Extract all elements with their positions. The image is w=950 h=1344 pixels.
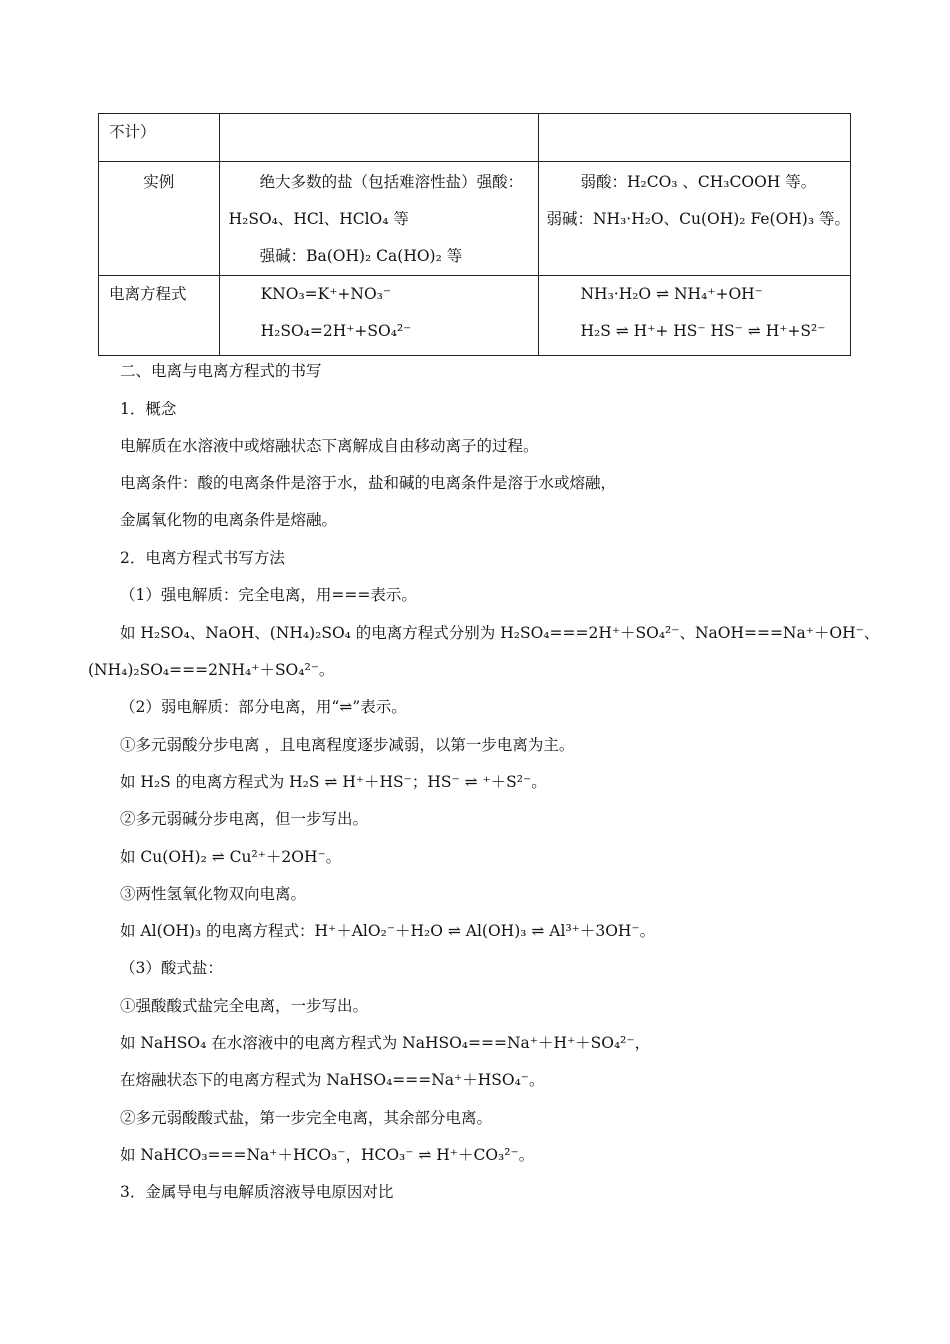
example-line: 如 H₂SO₄、NaOH、(NH₄)₂SO₄ 的电离方程式分别为 H₂SO₄===2H⁺＋SO₄²⁻、NaOH===Na⁺＋OH⁻、: [120, 624, 880, 642]
strong-electrolyte-equation: KNO₃=K⁺+NO₃⁻: [260, 285, 392, 303]
strong-electrolyte-example: H₂SO₄、HCl、HClO₄ 等: [228, 210, 409, 228]
electrolyte-comparison-table: [98, 113, 851, 356]
acid-salt-heading: （3）酸式盐：: [120, 959, 223, 977]
example-line: 如 H₂S 的电离方程式为 H₂S ⇌ H⁺＋HS⁻；HS⁻ ⇌ ⁺＋S²⁻。: [120, 773, 547, 791]
example-line: 在熔融状态下的电离方程式为 NaHSO₄===Na⁺＋HSO₄⁻。: [120, 1071, 545, 1089]
row-label-equations: 电离方程式: [109, 285, 187, 303]
weak-electrolyte-example: 弱碱：NH₃·H₂O、Cu(OH)₂ Fe(OH)₃ 等。: [546, 210, 850, 228]
table-cell: [539, 276, 851, 356]
paragraph: 电解质在水溶液中或熔融状态下离解成自由移动离子的过程。: [120, 437, 539, 455]
table-row: [99, 114, 851, 162]
table-cell: [99, 276, 220, 356]
list-item: ①多元弱酸分步电离 ，且电离程度逐步减弱，以第一步电离为主。: [120, 736, 575, 754]
strong-electrolyte-example: 强碱：Ba(OH)₂ Ca(HO)₂ 等: [259, 247, 463, 265]
table-row: [99, 162, 851, 276]
subheading-concept: 1．概念: [120, 400, 177, 418]
paragraph: 金属氧化物的电离条件是熔融。: [120, 511, 338, 529]
table-cell: [219, 162, 539, 276]
example-line: 如 Al(OH)₃ 的电离方程式：H⁺＋AlO₂⁻＋H₂O ⇌ Al(OH)₃ ⇌ Al³⁺＋3OH⁻。: [120, 922, 656, 940]
weak-electrolyte-equation: NH₃·H₂O ⇌ NH₄⁺+OH⁻: [580, 285, 763, 303]
table-row: [99, 276, 851, 356]
example-line: (NH₄)₂SO₄===2NH₄⁺＋SO₄²⁻。: [88, 661, 335, 679]
list-item: ②多元弱碱分步电离，但一步写出。: [120, 810, 369, 828]
list-item: ③两性氢氧化物双向电离。: [120, 885, 307, 903]
example-line: 如 Cu(OH)₂ ⇌ Cu²⁺＋2OH⁻。: [120, 848, 342, 866]
example-line: 如 NaHCO₃===Na⁺＋HCO₃⁻，HCO₃⁻ ⇌ H⁺＋CO₃²⁻。: [120, 1146, 535, 1164]
table-cell: [539, 162, 851, 276]
list-item: ①强酸酸式盐完全电离，一步写出。: [120, 997, 369, 1015]
table-cell: [219, 276, 539, 356]
table-cell: [99, 114, 220, 162]
section-heading: 二、电离与电离方程式的书写: [120, 362, 322, 380]
list-item: ②多元弱酸酸式盐，第一步完全电离，其余部分电离。: [120, 1109, 493, 1127]
row-label-examples: 实例: [143, 173, 175, 191]
weak-electrolyte-rule: （2）弱电解质：部分电离，用“⇌”表示。: [120, 698, 407, 716]
example-line: 如 NaHSO₄ 在水溶液中的电离方程式为 NaHSO₄===Na⁺＋H⁺＋SO₄²⁻，: [120, 1034, 651, 1052]
strong-electrolyte-equation: H₂SO₄=2H⁺+SO₄²⁻: [260, 322, 412, 340]
subheading-method: 2．电离方程式书写方法: [120, 549, 285, 567]
paragraph: 电离条件：酸的电离条件是溶于水，盐和碱的电离条件是溶于水或熔融，: [120, 474, 617, 492]
strong-electrolyte-rule: （1）强电解质：完全电离，用===表示。: [120, 586, 417, 604]
row-label: 不计）: [109, 123, 156, 141]
table-cell: [99, 162, 220, 276]
subheading-comparison: 3．金属导电与电解质溶液导电原因对比: [120, 1183, 394, 1201]
table-cell: [539, 114, 851, 162]
table-cell: [219, 114, 539, 162]
weak-electrolyte-example: 弱酸：H₂CO₃ 、CH₃COOH 等。: [580, 173, 817, 191]
strong-electrolyte-example: 绝大多数的盐（包括难溶性盐）强酸：: [259, 173, 524, 191]
weak-electrolyte-equation: H₂S ⇌ H⁺+ HS⁻ HS⁻ ⇌ H⁺+S²⁻: [580, 322, 826, 340]
